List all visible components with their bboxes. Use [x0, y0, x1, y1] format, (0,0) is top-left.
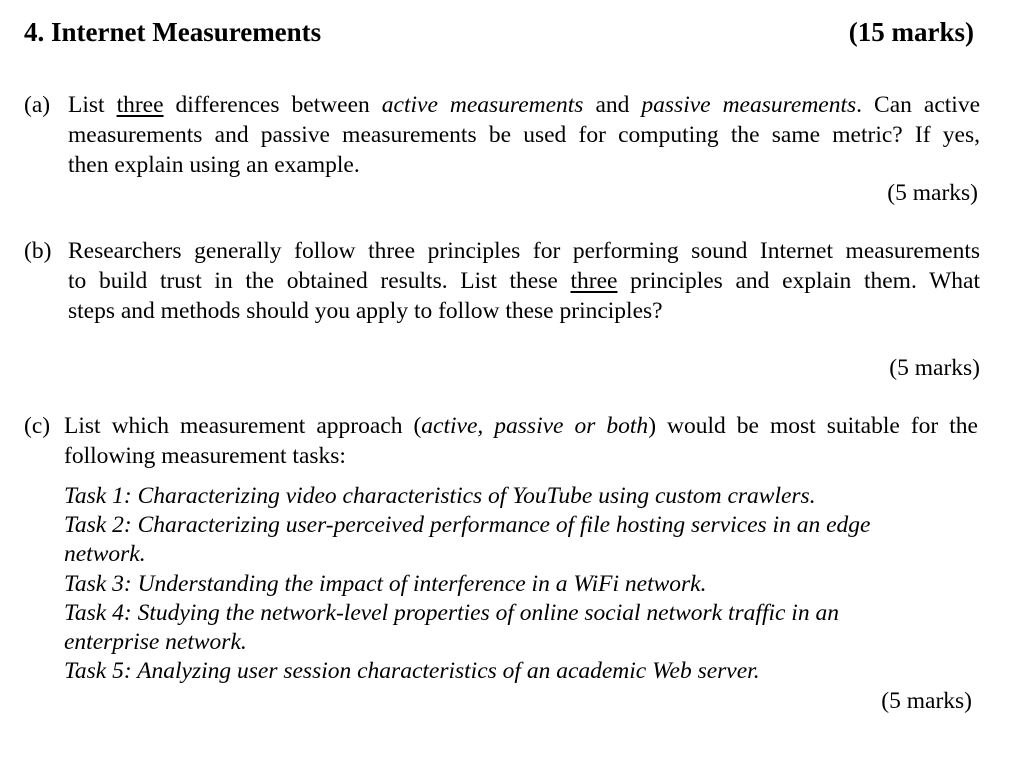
part-a-text: and [583, 92, 642, 118]
part-c-line-2: following measurement tasks: [64, 443, 346, 469]
part-c-text: ) would be most suitable for the [648, 413, 978, 439]
part-a-active-measurements: active measurements [381, 92, 584, 118]
task-3: Task 3: Understanding the impact of interference in a WiFi network. [64, 570, 707, 597]
part-b-line-1: Researchers generally follow three principles for performing sound Internet measurements [68, 238, 980, 264]
part-a-line-3: then explain using an example. [68, 152, 360, 178]
part-b-marks: (5 marks) [889, 355, 980, 381]
question-total-marks: (15 marks) [848, 17, 974, 47]
task-4: Task 4: Studying the network-level properties of online social network traffic in an [64, 599, 839, 626]
task-list [64, 482, 964, 686]
part-b-line-3: steps and methods should you apply to follow these principles? [68, 298, 663, 324]
task-1: Task 1: Characterizing video characteristics of YouTube using custom crawlers. [64, 483, 816, 509]
part-c [24, 411, 984, 471]
task-2: Task 2: Characterizing user-perceived performance of file hosting services in an edge [64, 512, 871, 539]
part-c-marks: (5 marks) [881, 688, 972, 714]
part-a-marks: (5 marks) [887, 180, 978, 206]
part-b-label: (b) [24, 238, 52, 264]
task-2-continued: network. [64, 541, 146, 568]
part-c-text: List which measurement approach ( [64, 413, 422, 439]
part-a-text: differences between [163, 92, 382, 118]
part-b-text: to build trust in the obtained results. List these [68, 268, 571, 294]
question-title: 4. Internet Measurements [24, 17, 322, 47]
part-a-label: (a) [24, 92, 51, 118]
part-a-body [68, 90, 980, 180]
part-a-passive-measurements: passive measurements [641, 92, 857, 118]
part-b-text: principles and explain them. What [617, 268, 980, 294]
part-a-line-1 [68, 90, 980, 120]
part-b-body [68, 236, 980, 326]
part-c-label: (c) [24, 413, 51, 439]
part-b [24, 236, 984, 326]
part-c-approach-options: active, passive or both [421, 413, 649, 439]
task-4-continued: enterprise network. [64, 629, 247, 656]
part-c-line-1 [64, 411, 978, 441]
part-a-text: . Can active [856, 92, 980, 118]
part-b-line-2 [68, 266, 980, 296]
part-a-line-2: measurements and passive measurements be used for computing the same metric? If yes, [68, 122, 980, 148]
part-b-underlined-three: three [570, 268, 618, 294]
task-5: Task 5: Analyzing user session characteristics of an academic Web server. [64, 658, 760, 685]
part-c-body [64, 411, 978, 471]
part-a [24, 90, 984, 180]
part-a-text: List [68, 92, 117, 118]
part-a-underlined-three: three [116, 92, 164, 118]
